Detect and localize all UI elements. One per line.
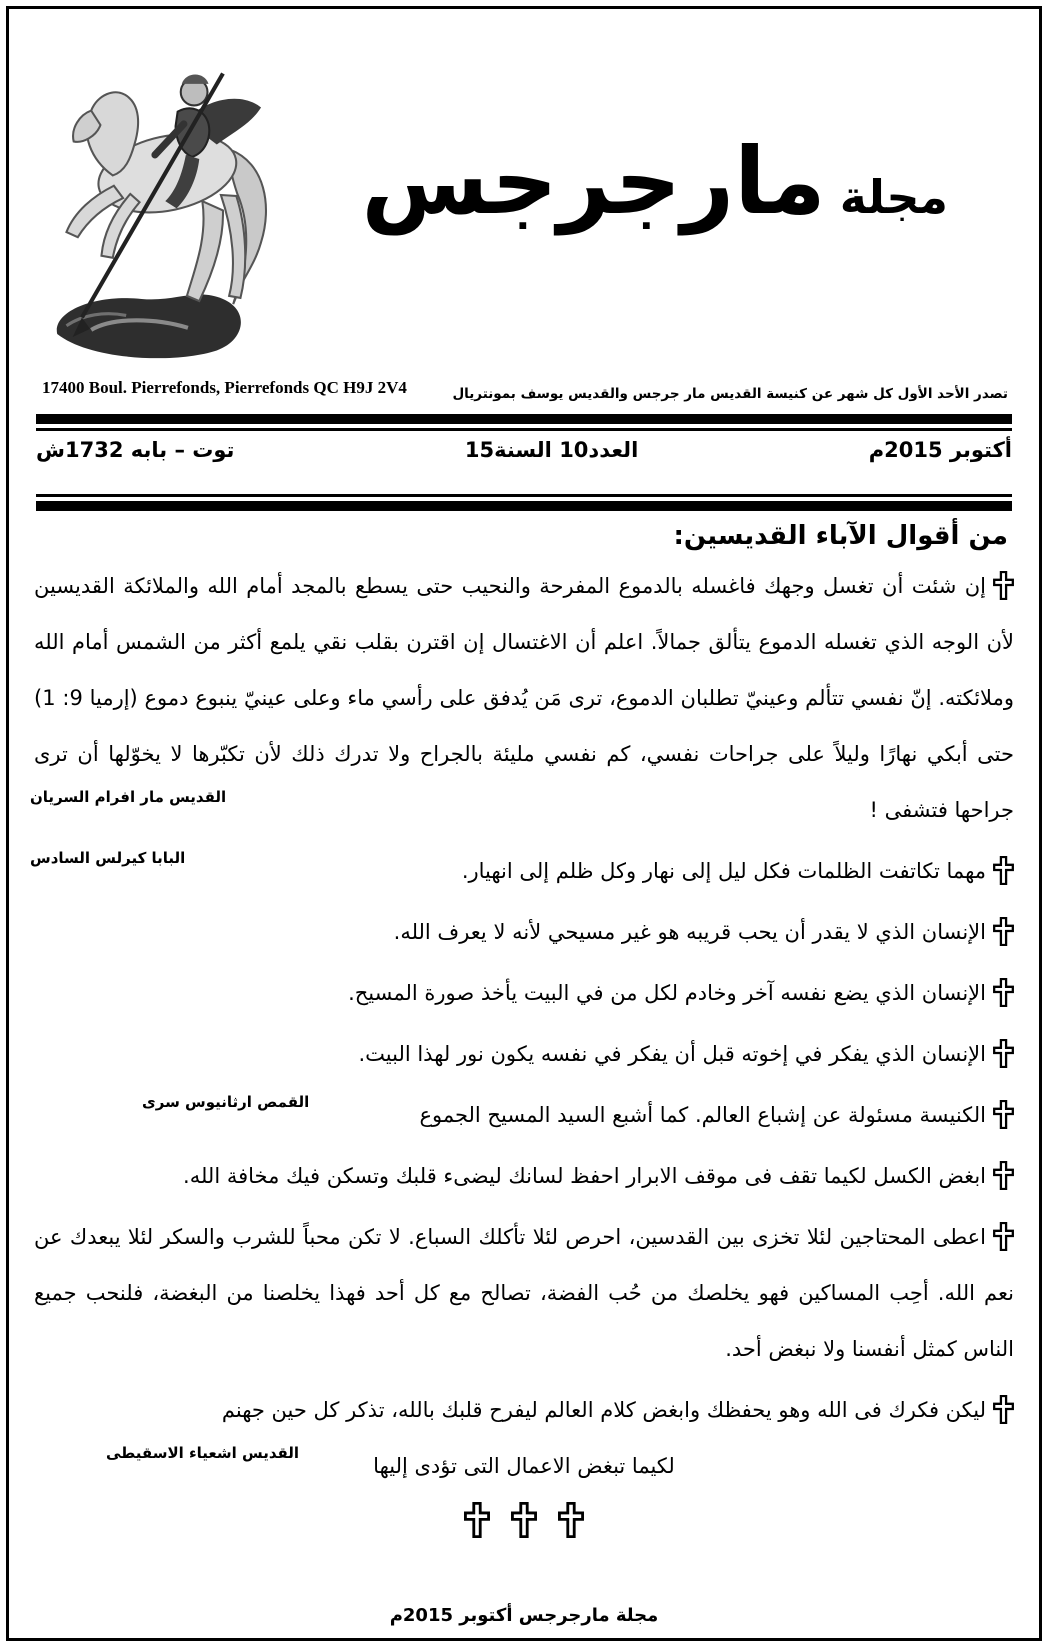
divider-thick xyxy=(36,501,1012,511)
date-bar xyxy=(36,438,1012,462)
quote-item xyxy=(34,1148,1014,1204)
cross-icon xyxy=(993,1100,1014,1129)
quote-text: الكنيسة مسئولة عن إشباع العالم. كما أشبع السيد المسيح الجموع xyxy=(419,1103,986,1127)
quote-athanasius xyxy=(34,1087,1014,1143)
quote-attribution: القديس مار افرام السريان xyxy=(30,788,227,806)
cross-icon xyxy=(993,571,1014,600)
quote-attribution: البابا كيرلس السادس xyxy=(30,849,186,867)
cross-icon xyxy=(993,917,1014,946)
publisher-line: تصدر الأحد الأول كل شهر عن كنيسة القديس مار جرجس والقديس يوسف بمونتريال xyxy=(452,386,1008,402)
church-address: 17400 Boul. Pierrefonds, Pierrefonds QC H9J 2V4 xyxy=(42,378,407,397)
cross-icon xyxy=(993,1039,1014,1068)
quote-text-continuation: لكيما تبغض الاعمال التى تؤدى إليها xyxy=(373,1454,675,1478)
quote-text: الإنسان الذي يضع نفسه آخر وخادم لكل من في البيت يأخذ صورة المسيح. xyxy=(348,981,986,1005)
quote-isaiah xyxy=(34,1382,1014,1494)
page-footer: مجلة مارجرجس أكتوبر 2015م xyxy=(389,1605,659,1626)
cross-icon xyxy=(993,1161,1014,1190)
divider-thick xyxy=(36,414,1012,424)
closing-crosses xyxy=(34,1502,1014,1538)
divider-thin xyxy=(36,494,1012,497)
quote-text: ابغض الكسل لكيما تقف فى موقف الابرار احفظ لسانك ليضىء قلبك وتسكن فيك مخافة الله. xyxy=(183,1164,986,1188)
issue-info: العدد10 السنة15 xyxy=(464,438,639,462)
cross-icon xyxy=(993,1395,1014,1424)
quote-text: الإنسان الذي لا يقدر أن يحب قريبه هو غير مسيحي لأنه لا يعرف الله. xyxy=(393,920,986,944)
magazine-title xyxy=(361,128,948,235)
cross-icon xyxy=(464,1502,490,1538)
quote-text: مهما تكاتفت الظلمات فكل ليل إلى نهار وكل ظلم إلى انهيار. xyxy=(461,859,986,883)
cross-icon xyxy=(993,978,1014,1007)
magazine-title-name: مارجرجس xyxy=(361,128,826,235)
quote-item xyxy=(34,965,1014,1021)
quote-text: الإنسان الذي يفكر في إخوته قبل أن يفكر في نفسه يكون نور لهذا البيت. xyxy=(358,1042,986,1066)
quote-ephrem xyxy=(30,558,1014,838)
gregorian-date: أكتوبر 2015م xyxy=(868,438,1012,462)
quotes-section xyxy=(30,558,1014,1538)
quote-attribution: القديس اشعياء الاسقيطى xyxy=(106,1444,300,1462)
divider-thin xyxy=(36,428,1012,431)
quote-item xyxy=(34,1209,1014,1377)
cross-icon xyxy=(993,856,1014,885)
quote-text: اعطى المحتاجين لئلا تخزى بين القدسين، احرص لئلا تأكلك السباع. لا تكن محباً للشرب والسكر لئلا يبعدك عن نعم الله. أحِب المساكين فهو يخلصك من حُب الفضة، تصالح مع كل أحد فهذا يخلصنا من البغضة، فلنحب جميع الناس كمثل أنفسنا ولا نبغض أحد. xyxy=(34,1225,1014,1361)
quote-text: إن شئت أن تغسل وجهك فاغسله بالدموع المفرحة والنحيب حتى يسطع بالمجد أمام الله والملائكة القديسين لأن الوجه الذي تغسله الدموع يتألق جمالاً. اعلم أن الاغتسال إن اقترن بقلب نقي يلمع أكثر من الشمس أمام الله وملائكته. إنّ نفسي تتألم وعينيّ تطلبان الدموع، ترى مَن يُدفق على رأسي ماء وعلى عينيّ ينبوع دموع (إرميا 9: 1) حتى أبكي نهارًا وليلاً على جراحات نفسي، كم نفسي مليئة بالجراح ولا تدرك ذلك لأن تكبّرها لا يخوّلها أن ترى جراحها فتشفى ! xyxy=(34,574,1014,822)
cross-icon xyxy=(558,1502,584,1538)
cross-icon xyxy=(511,1502,537,1538)
st-george-image xyxy=(30,20,280,370)
quote-attribution: القمص ارثانيوس سرى xyxy=(142,1093,310,1111)
cross-icon xyxy=(993,1222,1014,1251)
magazine-title-word: مجلة xyxy=(839,170,948,224)
quote-text: ليكن فكرك فى الله وهو يحفظك وابغض كلام العالم ليفرح قلبك بالله، تذكر كل حين جهنم xyxy=(221,1398,986,1422)
section-heading: من أقوال الآباء القديسين: xyxy=(673,521,1008,551)
coptic-date: توت – بابه 1732ش xyxy=(36,438,235,462)
quote-kyrillos xyxy=(30,843,1014,899)
quote-item xyxy=(34,904,1014,960)
